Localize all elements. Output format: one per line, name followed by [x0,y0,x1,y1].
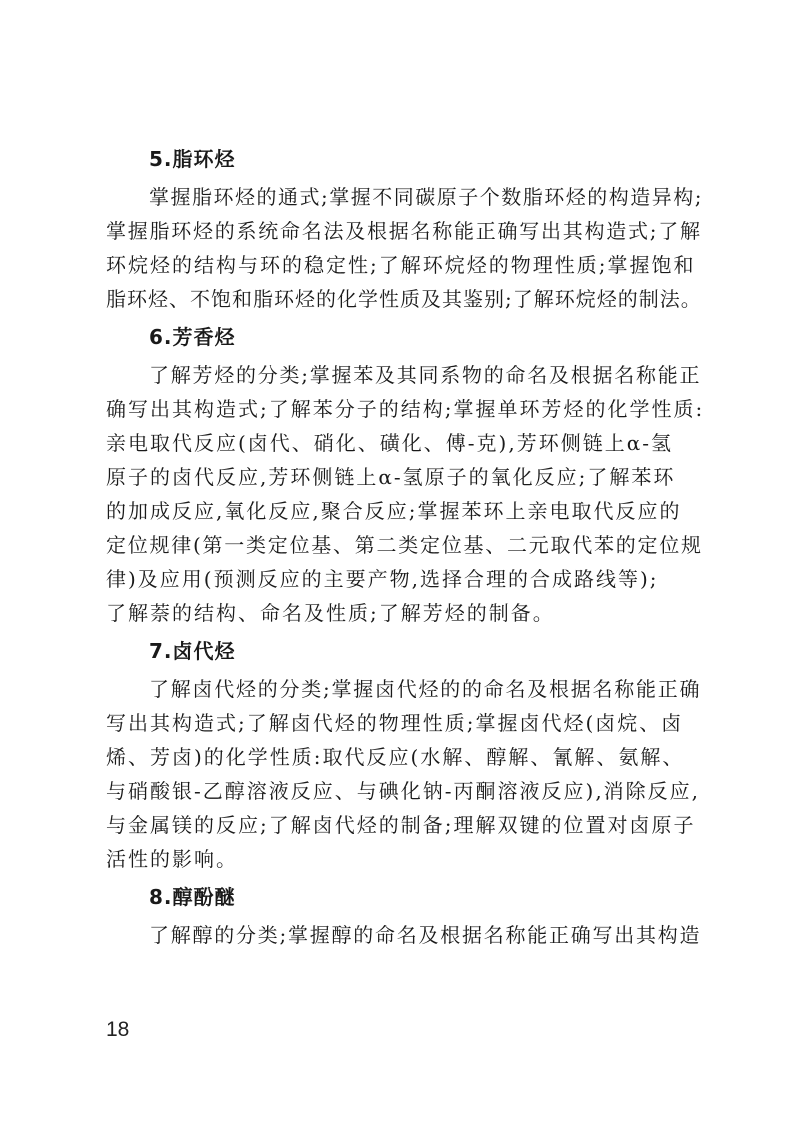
paragraph-line: 写出其构造式;了解卤代烃的物理性质;掌握卤代烃(卤烷、卤 [106,711,684,735]
document-body [106,138,706,952]
paragraph-line: 了解萘的结构、命名及性质;了解芳烃的制备。 [106,601,555,625]
paragraph-line: 环烷烃的结构与环的稳定性;了解环烷烃的物理性质;掌握饱和 [106,253,696,277]
section-heading: 8.醇酚醚 [149,885,236,909]
paragraph-line: 确写出其构造式;了解苯分子的结构;掌握单环芳烃的化学性质: [106,397,705,421]
paragraph-line: 了解醇的分类;掌握醇的命名及根据名称能正确写出其构造 [149,923,702,947]
paragraph-line: 了解卤代烃的分类;掌握卤代烃的的命名及根据名称能正确 [149,677,702,701]
paragraph-line: 的加成反应,氧化反应,聚合反应;掌握苯环上亲电取代反应的 [106,499,682,523]
paragraph-line: 脂环烃、不饱和脂环烃的化学性质及其鉴别;了解环烷烃的制法。 [106,287,702,311]
paragraph-line: 亲电取代反应(卤代、硝化、磺化、傅-克),芳环侧链上α-氢 [106,431,673,455]
section-heading: 6.芳香烃 [149,325,236,349]
paragraph-line: 掌握脂环烃的通式;掌握不同碳原子个数脂环烃的构造异构; [149,185,703,209]
paragraph-line: 烯、芳卤)的化学性质:取代反应(水解、醇解、氰解、氨解、 [106,745,685,769]
paragraph-line: 律)及应用(预测反应的主要产物,选择合理的合成路线等); [106,567,659,591]
paragraph-line: 活性的影响。 [106,847,238,871]
page-number: 18 [106,1018,130,1041]
paragraph-line: 了解芳烃的分类;掌握苯及其同系物的命名及根据名称能正 [149,363,702,387]
section-heading: 5.脂环烃 [149,147,236,171]
paragraph-line: 定位规律(第一类定位基、第二类定位基、二元取代苯的定位规 [106,533,703,557]
section-heading: 7.卤代烃 [149,639,236,663]
paragraph-line: 与硝酸银-乙醇溶液反应、与碘化钠-丙酮溶液反应),消除反应, [106,779,701,803]
paragraph-line: 与金属镁的反应;了解卤代烃的制备;理解双键的位置对卤原子 [106,813,696,837]
paragraph-line: 掌握脂环烃的系统命名法及根据名称能正确写出其构造式;了解 [106,219,702,243]
paragraph-line: 原子的卤代反应,芳环侧链上α-氢原子的氧化反应;了解苯环 [106,465,676,489]
